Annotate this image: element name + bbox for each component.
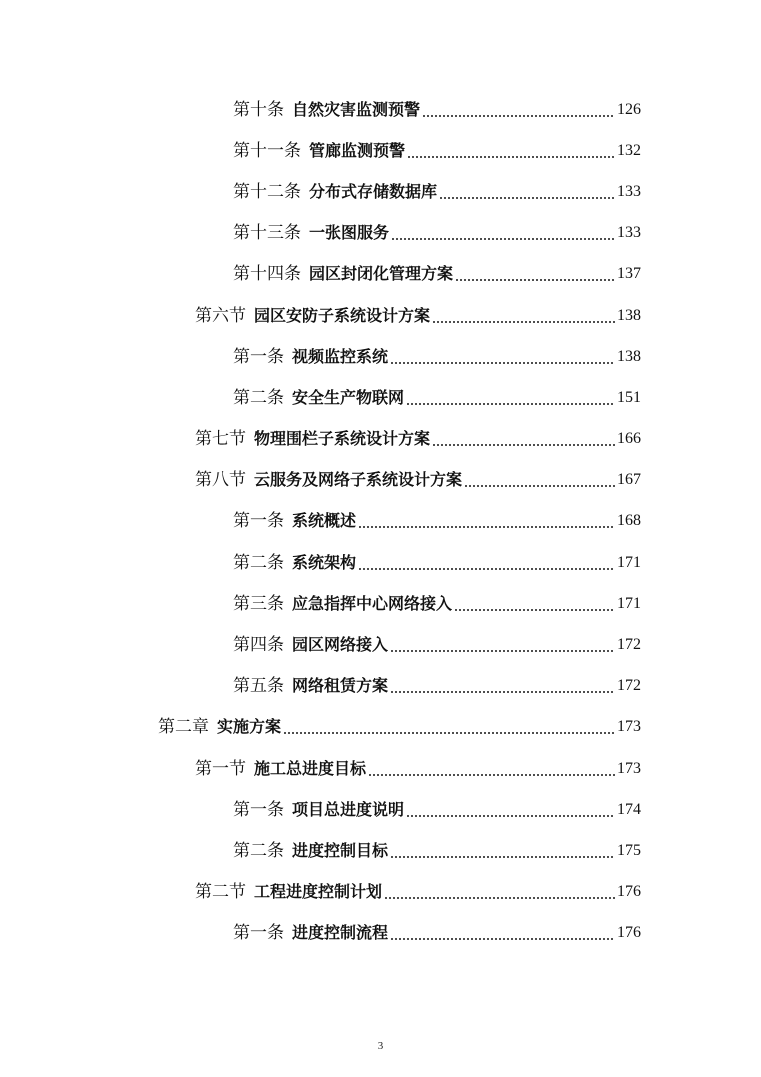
dot-leader <box>422 114 615 118</box>
toc-entry-number: 第二条 <box>233 387 284 407</box>
toc-entry[interactable] <box>0 707 761 748</box>
toc-entry-number: 第一条 <box>233 511 284 531</box>
toc-entry-page: 166 <box>617 430 641 448</box>
toc-entry-number: 第一节 <box>195 758 246 778</box>
toc-entry-number: 第八节 <box>195 470 246 490</box>
toc-entry[interactable] <box>0 501 761 542</box>
toc-entry-page: 133 <box>617 182 641 200</box>
toc-entry-title: 一张图服务 <box>309 223 390 243</box>
toc-entry[interactable] <box>0 583 761 624</box>
toc-entry-page: 151 <box>617 388 641 406</box>
toc-entry-page: 168 <box>617 512 641 530</box>
toc-entry-title: 网络租赁方案 <box>292 676 389 696</box>
toc-entry-number: 第六节 <box>195 305 246 325</box>
dot-leader <box>390 361 615 365</box>
toc-entry-number: 第一条 <box>233 799 284 819</box>
toc-entry-number: 第十四条 <box>233 264 301 284</box>
toc-entry-title: 实施方案 <box>217 717 282 737</box>
toc-entry-number: 第二条 <box>233 840 284 860</box>
dot-leader <box>283 731 615 735</box>
dot-leader <box>432 320 615 324</box>
dot-leader <box>390 937 615 941</box>
toc-entry-number: 第二条 <box>233 552 284 572</box>
toc-entry-title: 管廊监测预警 <box>309 140 406 160</box>
toc-entry-page: 173 <box>617 718 641 736</box>
toc-entry-title: 物理围栏子系统设计方案 <box>254 429 431 449</box>
toc-entry[interactable] <box>0 830 761 871</box>
toc-entry-number: 第二节 <box>195 882 246 902</box>
toc-entry[interactable] <box>0 624 761 665</box>
toc-entry-page: 126 <box>617 100 641 118</box>
toc-entry-page: 172 <box>617 677 641 695</box>
toc-entry[interactable] <box>0 213 761 254</box>
dot-leader <box>368 773 615 777</box>
toc-entry-number: 第五条 <box>233 676 284 696</box>
dot-leader <box>407 155 615 159</box>
toc-entry-page: 138 <box>617 347 641 365</box>
toc-entry-number: 第一条 <box>233 346 284 366</box>
toc-entry-page: 175 <box>617 841 641 859</box>
dot-leader <box>455 278 615 282</box>
toc-entry-page: 174 <box>617 800 641 818</box>
toc-entry[interactable] <box>0 913 761 954</box>
toc-entry[interactable] <box>0 789 761 830</box>
toc-entry-title: 分布式存储数据库 <box>309 181 438 201</box>
toc-entry-title: 安全生产物联网 <box>292 387 405 407</box>
toc-entry-page: 171 <box>617 553 641 571</box>
toc-entry[interactable] <box>0 666 761 707</box>
toc-entry-number: 第十一条 <box>233 140 301 160</box>
toc-entry-title: 园区安防子系统设计方案 <box>254 305 431 325</box>
toc-entry-number: 第一条 <box>233 923 284 943</box>
toc-entry[interactable] <box>0 130 761 171</box>
toc-entry[interactable] <box>0 336 761 377</box>
toc-entry-page: 171 <box>617 594 641 612</box>
toc-entry[interactable] <box>0 872 761 913</box>
toc-entry-title: 项目总进度说明 <box>292 799 405 819</box>
dot-leader <box>454 608 615 612</box>
toc-entry[interactable] <box>0 419 761 460</box>
dot-leader <box>464 484 615 488</box>
toc-entry-page: 167 <box>617 471 641 489</box>
dot-leader <box>391 237 615 241</box>
dot-leader <box>390 690 615 694</box>
toc-entry-page: 138 <box>617 306 641 324</box>
toc-entry-title: 系统概述 <box>292 511 357 531</box>
dot-leader <box>390 649 615 653</box>
toc-entry-title: 施工总进度目标 <box>254 758 367 778</box>
toc-entry-title: 自然灾害监测预警 <box>292 99 421 119</box>
toc-entry[interactable] <box>0 377 761 418</box>
dot-leader <box>439 196 615 200</box>
toc-entry[interactable] <box>0 89 761 130</box>
toc-entry-number: 第十二条 <box>233 181 301 201</box>
toc-entry-number: 第四条 <box>233 635 284 655</box>
toc-entry[interactable] <box>0 542 761 583</box>
toc-entry-page: 176 <box>617 883 641 901</box>
dot-leader <box>390 855 615 859</box>
toc-entry-title: 系统架构 <box>292 552 357 572</box>
dot-leader <box>432 443 615 447</box>
toc-entry-page: 133 <box>617 224 641 242</box>
dot-leader <box>358 567 615 571</box>
toc-entry[interactable] <box>0 254 761 295</box>
toc-entry-page: 132 <box>617 141 641 159</box>
page-number: 3 <box>377 1040 384 1052</box>
toc-entry-title: 应急指挥中心网络接入 <box>292 593 453 613</box>
toc-entry-number: 第十条 <box>233 99 284 119</box>
toc-entry-title: 园区网络接入 <box>292 635 389 655</box>
toc-entry-title: 园区封闭化管理方案 <box>309 264 454 284</box>
toc-entry-page: 172 <box>617 636 641 654</box>
toc-entry-title: 云服务及网络子系统设计方案 <box>254 470 463 490</box>
toc-entry-page: 176 <box>617 924 641 942</box>
toc-entry-page: 173 <box>617 759 641 777</box>
toc-entry-number: 第十三条 <box>233 223 301 243</box>
toc-entry-page: 137 <box>617 265 641 283</box>
dot-leader <box>358 525 615 529</box>
table-of-contents <box>0 89 761 954</box>
dot-leader <box>406 814 615 818</box>
dot-leader <box>384 896 615 900</box>
toc-entry-number: 第二章 <box>158 717 209 737</box>
toc-entry-title: 进度控制流程 <box>292 923 389 943</box>
toc-entry-number: 第三条 <box>233 593 284 613</box>
toc-entry[interactable] <box>0 295 761 336</box>
toc-entry[interactable] <box>0 171 761 212</box>
toc-entry-title: 视频监控系统 <box>292 346 389 366</box>
toc-entry[interactable] <box>0 460 761 501</box>
toc-entry-title: 进度控制目标 <box>292 840 389 860</box>
toc-entry-title: 工程进度控制计划 <box>254 882 383 902</box>
toc-entry-number: 第七节 <box>195 429 246 449</box>
dot-leader <box>406 402 615 406</box>
toc-entry[interactable] <box>0 748 761 789</box>
